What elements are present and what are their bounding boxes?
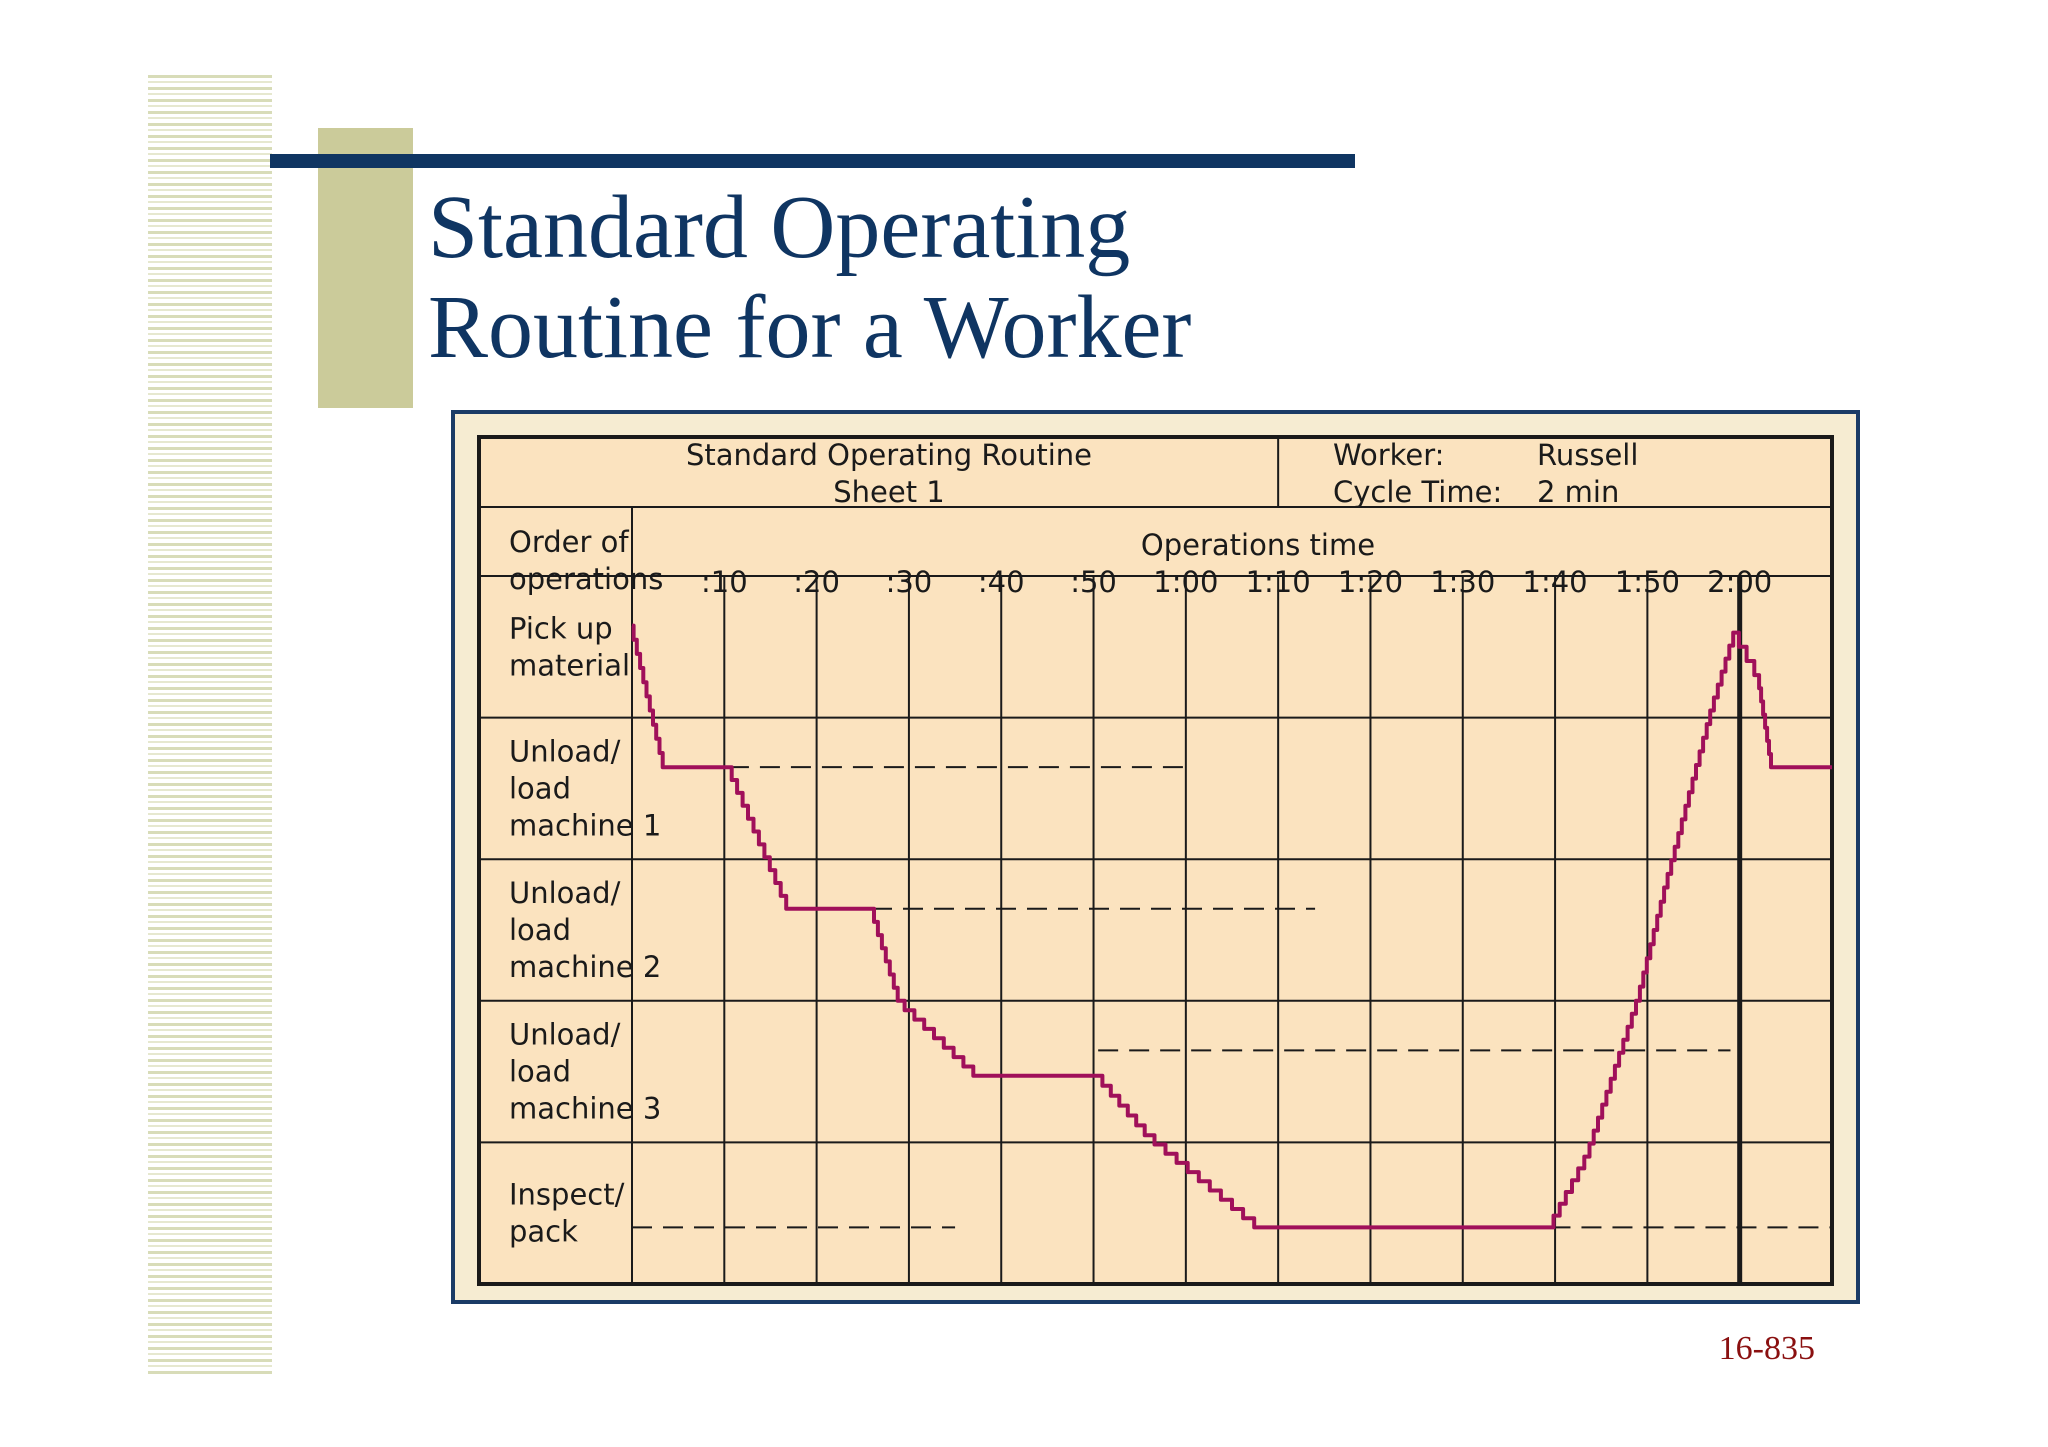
chart-frame <box>451 410 1860 1304</box>
row-header-label: Order of operations <box>509 525 664 596</box>
decorative-stripes <box>148 75 272 1375</box>
slide-number: 16-835 <box>1718 1330 1815 1367</box>
operation-label: Unload/ load machine 2 <box>509 876 662 984</box>
slide-title: Standard Operating Routine for a Worker <box>428 178 1192 377</box>
x-tick-label: :50 <box>1070 565 1117 599</box>
x-tick-label: 2:00 <box>1707 565 1773 599</box>
worker-label: Worker: <box>1333 438 1445 472</box>
cycle-time-value: 2 min <box>1537 475 1620 509</box>
worker-value: Russell <box>1537 438 1639 472</box>
x-tick-label: :40 <box>977 565 1025 599</box>
cycle-time-label: Cycle Time: <box>1333 475 1503 509</box>
x-tick-label: :30 <box>885 565 933 599</box>
accent-block <box>318 128 413 408</box>
x-tick-label: 1:50 <box>1614 565 1680 599</box>
header-title: Standard Operating Routine <box>686 438 1092 472</box>
standard-operating-routine-chart <box>455 414 1856 1300</box>
title-rule <box>270 154 1355 168</box>
operation-label: Pick up material <box>509 611 631 683</box>
x-tick-label: 1:20 <box>1337 565 1404 599</box>
operation-label: Unload/ load machine 1 <box>509 734 662 843</box>
header-sheet: Sheet 1 <box>833 475 945 509</box>
operation-label: Unload/ load machine 3 <box>509 1017 662 1126</box>
x-tick-label: 1:10 <box>1245 565 1311 599</box>
x-tick-label: 1:00 <box>1153 565 1219 599</box>
x-axis-label: Operations time <box>1140 528 1376 562</box>
operation-label: Inspect/ pack <box>509 1177 625 1249</box>
x-tick-label: 1:30 <box>1430 565 1496 599</box>
x-tick-label: :10 <box>700 565 748 599</box>
x-tick-label: :20 <box>793 565 840 599</box>
x-tick-label: 1:40 <box>1522 565 1588 599</box>
